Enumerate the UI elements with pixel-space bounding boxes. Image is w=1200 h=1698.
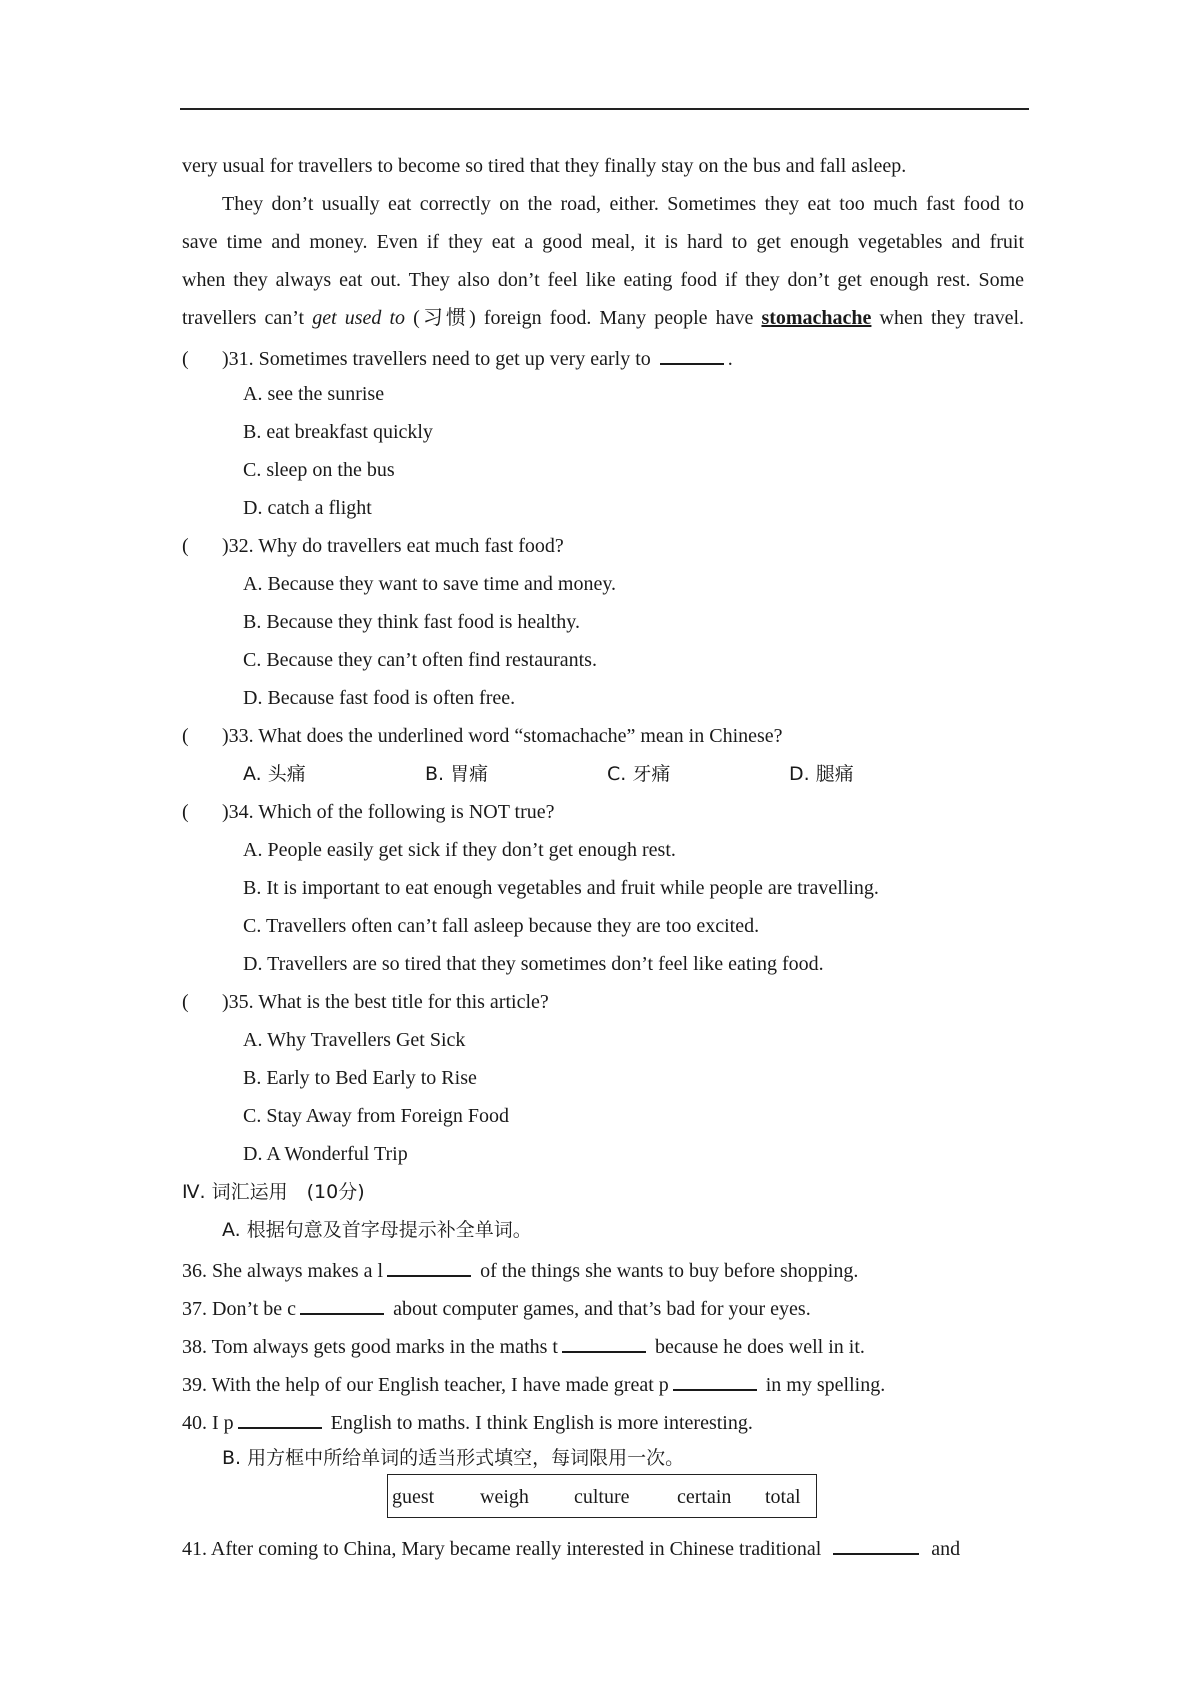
word-box — [387, 1474, 817, 1518]
word-box-item: culture — [574, 1486, 630, 1508]
answer-paren[interactable]: ( — [182, 991, 189, 1013]
passage-line: They don’t usually eat correctly on the road, either. Sometimes they eat too much fast food to — [222, 193, 1024, 215]
fill-item: 41. After coming to China, Mary became really interested in Chinese traditional and — [182, 1533, 1024, 1562]
question-stem: ( )33. What does the underlined word “stomachache” mean in Chinese? — [182, 725, 783, 747]
passage-line: when they always eat out. They also don’t feel like eating food if they don’t get enough rest. Some — [182, 269, 1024, 291]
option: A. 头痛 — [243, 763, 306, 785]
question-stem: ( )35. What is the best title for this article? — [182, 991, 549, 1013]
answer-blank[interactable] — [300, 1293, 384, 1315]
option: B. Because they think fast food is healthy. — [243, 611, 580, 633]
option: B. Early to Bed Early to Rise — [243, 1067, 477, 1089]
option: C. Because they can’t often find restaurants. — [243, 649, 597, 671]
word-box-item: total — [765, 1486, 801, 1508]
header-rule — [180, 108, 1029, 110]
option: D. Travellers are so tired that they sometimes don’t feel like eating food. — [243, 953, 824, 975]
fill-item: 38. Tom always gets good marks in the maths t because he does well in it. — [182, 1331, 1024, 1360]
answer-blank[interactable] — [387, 1255, 471, 1277]
question-stem: ( )32. Why do travellers eat much fast food? — [182, 535, 564, 557]
answer-blank[interactable] — [562, 1331, 646, 1353]
fill-item: 40. I p English to maths. I think English is more interesting. — [182, 1407, 1024, 1436]
underlined-word: stomachache — [761, 307, 872, 329]
fill-item: 36. She always makes a l of the things she wants to buy before shopping. — [182, 1255, 1024, 1284]
fill-item: 37. Don’t be c about computer games, and that’s bad for your eyes. — [182, 1293, 1024, 1322]
italic-phrase: get used to — [312, 307, 406, 329]
option: C. Stay Away from Foreign Food — [243, 1105, 509, 1127]
question-stem: ( )34. Which of the following is NOT true? — [182, 801, 555, 823]
option: D. 腿痛 — [789, 763, 854, 785]
option: B. 胃痛 — [425, 763, 489, 785]
option: C. Travellers often can’t fall asleep because they are too excited. — [243, 915, 760, 937]
passage-line: very usual for travellers to become so tired that they finally stay on the bus and fall asleep. — [182, 155, 907, 177]
option-row — [243, 761, 1085, 787]
word-box-item: weigh — [480, 1486, 529, 1508]
passage-line: travellers can’t get used to (习惯) foreign food. Many people have stomachache when they travel. — [182, 307, 1024, 329]
option: B. eat breakfast quickly — [243, 421, 433, 443]
answer-blank[interactable] — [833, 1533, 919, 1555]
answer-blank[interactable] — [660, 343, 724, 365]
answer-paren[interactable]: ( — [182, 725, 189, 747]
option: A. Why Travellers Get Sick — [243, 1029, 466, 1051]
option: D. A Wonderful Trip — [243, 1143, 408, 1165]
option: A. see the sunrise — [243, 383, 385, 405]
answer-blank[interactable] — [673, 1369, 757, 1391]
section-title: Ⅳ. 词汇运用 (10分) — [182, 1181, 365, 1203]
part-b-instruction: B. 用方框中所给单词的适当形式填空，每词限用一次。 — [222, 1447, 685, 1469]
option: D. catch a flight — [243, 497, 372, 519]
answer-blank[interactable] — [238, 1407, 322, 1429]
option: B. It is important to eat enough vegetables and fruit while people are travelling. — [243, 877, 879, 899]
question-stem: ( )31. Sometimes travellers need to get up very early to . — [182, 343, 1024, 372]
answer-paren[interactable]: ( — [182, 535, 189, 557]
word-box-item: certain — [677, 1486, 732, 1508]
option: A. People easily get sick if they don’t get enough rest. — [243, 839, 676, 861]
answer-paren[interactable]: ( — [182, 801, 189, 823]
word-box-item: guest — [392, 1486, 435, 1508]
option: C. sleep on the bus — [243, 459, 395, 481]
part-a-instruction: A. 根据句意及首字母提示补全单词。 — [222, 1219, 532, 1241]
option: C. 牙痛 — [607, 763, 671, 785]
option: A. Because they want to save time and money. — [243, 573, 617, 595]
passage-line: save time and money. Even if they eat a good meal, it is hard to get enough vegetables and fruit — [182, 231, 1024, 253]
fill-item: 39. With the help of our English teacher, I have made great p in my spelling. — [182, 1369, 1024, 1398]
option: D. Because fast food is often free. — [243, 687, 516, 709]
answer-paren[interactable]: ( — [182, 348, 189, 370]
